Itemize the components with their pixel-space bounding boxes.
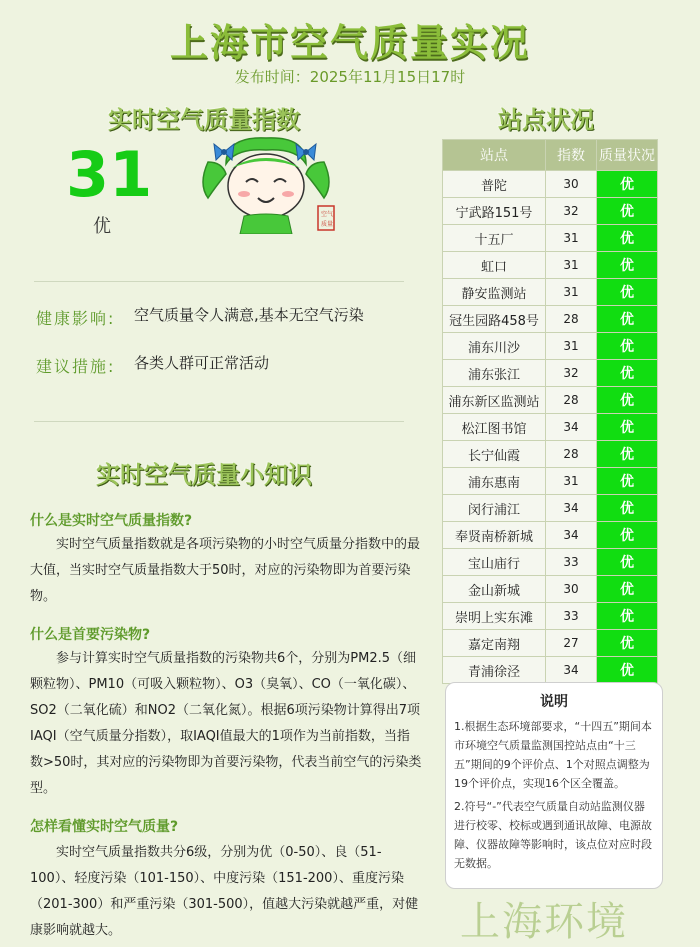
knowledge-question-3: 怎样看懂实时空气质量? — [30, 819, 179, 835]
station-level-cell: 优 — [597, 225, 658, 252]
publish-time: 发布时间：2025年11月15日17时 — [234, 68, 466, 86]
stations-table — [442, 139, 658, 684]
station-index-cell: 32 — [546, 360, 597, 387]
stations-section-title: 站点状况 — [498, 106, 594, 134]
station-level-cell: 优 — [597, 522, 658, 549]
station-index-cell: 30 — [546, 576, 597, 603]
table-row — [443, 360, 658, 387]
column-header-station: 站点 — [443, 140, 546, 171]
table-row — [443, 306, 658, 333]
station-name-cell: 静安监测站 — [443, 279, 546, 306]
station-level-cell: 优 — [597, 657, 658, 684]
svg-text:质量: 质量 — [321, 221, 334, 228]
table-row — [443, 657, 658, 684]
table-row — [443, 333, 658, 360]
station-name-cell: 嘉定南翔 — [443, 630, 546, 657]
advice-label: 建议措施: — [36, 357, 116, 376]
station-index-cell: 31 — [546, 468, 597, 495]
divider — [34, 421, 404, 422]
station-index-cell: 34 — [546, 495, 597, 522]
table-row — [443, 549, 658, 576]
station-level-cell: 优 — [597, 171, 658, 198]
realtime-section-title: 实时空气质量指数 — [108, 106, 300, 134]
station-name-cell: 十五厂 — [443, 225, 546, 252]
knowledge-question-2: 什么是首要污染物? — [30, 627, 151, 643]
station-level-cell: 优 — [597, 279, 658, 306]
health-label: 健康影响: — [36, 309, 116, 328]
knowledge-question-1: 什么是实时空气质量指数? — [30, 513, 193, 529]
note-title: 说明 — [540, 694, 568, 710]
table-row — [443, 252, 658, 279]
table-row — [443, 441, 658, 468]
table-row — [443, 522, 658, 549]
mascot-image — [196, 134, 336, 234]
station-index-cell: 27 — [546, 630, 597, 657]
knowledge-answer-1: 实时空气质量指数就是各项污染物的小时空气质量分指数中的最大值，当实时空气质量指数大于50时，对应的污染物即为首要污染物。 — [30, 537, 421, 604]
station-level-cell: 优 — [597, 630, 658, 657]
station-level-cell: 优 — [597, 387, 658, 414]
station-name-cell: 普陀 — [443, 171, 546, 198]
station-name-cell: 冠生园路458号 — [443, 306, 546, 333]
station-level-cell: 优 — [597, 333, 658, 360]
station-index-cell: 33 — [546, 549, 597, 576]
station-index-cell: 28 — [546, 441, 597, 468]
health-text: 空气质量令人满意,基本无空气污染 — [134, 306, 364, 324]
table-row — [443, 468, 658, 495]
station-name-cell: 青浦徐泾 — [443, 657, 546, 684]
station-level-cell: 优 — [597, 441, 658, 468]
table-row — [443, 198, 658, 225]
aqi-value: 31 — [66, 138, 153, 211]
station-index-cell: 31 — [546, 252, 597, 279]
station-level-cell: 优 — [597, 198, 658, 225]
table-header-row — [443, 140, 658, 171]
station-index-cell: 28 — [546, 387, 597, 414]
table-row — [443, 279, 658, 306]
station-name-cell: 浦东张江 — [443, 360, 546, 387]
knowledge-section-title: 实时空气质量小知识 — [96, 461, 312, 489]
table-row — [443, 576, 658, 603]
station-level-cell: 优 — [597, 414, 658, 441]
page-title: 上海市空气质量实况 — [169, 21, 530, 65]
station-name-cell: 闵行浦江 — [443, 495, 546, 522]
aqi-level: 优 — [93, 216, 111, 237]
station-index-cell: 32 — [546, 198, 597, 225]
station-name-cell: 浦东新区监测站 — [443, 387, 546, 414]
table-row — [443, 603, 658, 630]
station-level-cell: 优 — [597, 252, 658, 279]
station-level-cell: 优 — [597, 495, 658, 522]
station-level-cell: 优 — [597, 576, 658, 603]
table-row — [443, 630, 658, 657]
station-level-cell: 优 — [597, 549, 658, 576]
table-row — [443, 225, 658, 252]
station-name-cell: 长宁仙霞 — [443, 441, 546, 468]
station-index-cell: 31 — [546, 225, 597, 252]
knowledge-answer-3: 实时空气质量指数共分6级，分别为优（0-50）、良（51-100）、轻度污染（101-150）、中度污染（151-200）、重度污染（201-300）和严重污染（301-500），值越大污染就越严重，对健康影响就越大。 — [30, 845, 419, 938]
table-row — [443, 387, 658, 414]
station-name-cell: 浦东川沙 — [443, 333, 546, 360]
station-level-cell: 优 — [597, 360, 658, 387]
station-index-cell: 34 — [546, 657, 597, 684]
station-index-cell: 31 — [546, 333, 597, 360]
table-row — [443, 414, 658, 441]
advice-text: 各类人群可正常活动 — [134, 354, 270, 372]
shanghai-environment-logo: 上海环境 — [460, 899, 628, 945]
note-item-2: 2.符号“-”代表空气质量自动站监测仪器进行校零、校标或遇到通讯故障、电源故障、仪器故障等影响时，该点位对应时段无数据。 — [454, 800, 652, 870]
station-name-cell: 松江图书馆 — [443, 414, 546, 441]
table-row — [443, 495, 658, 522]
station-name-cell: 浦东惠南 — [443, 468, 546, 495]
station-name-cell: 崇明上实东滩 — [443, 603, 546, 630]
table-row — [443, 171, 658, 198]
station-index-cell: 28 — [546, 306, 597, 333]
station-name-cell: 奉贤南桥新城 — [443, 522, 546, 549]
note-item-1: 1.根据生态环境部要求，“十四五”期间本市环境空气质量监测国控站点由“十三五”期间的9个评价点、1个对照点调整为19个评价点，实现16个区全覆盖。 — [454, 720, 652, 790]
svg-text:空气: 空气 — [321, 211, 334, 218]
station-level-cell: 优 — [597, 306, 658, 333]
divider — [34, 281, 404, 282]
station-level-cell: 优 — [597, 603, 658, 630]
station-name-cell: 虹口 — [443, 252, 546, 279]
column-header-index: 指数 — [546, 140, 597, 171]
station-index-cell: 30 — [546, 171, 597, 198]
station-name-cell: 宝山庙行 — [443, 549, 546, 576]
station-index-cell: 34 — [546, 522, 597, 549]
knowledge-answer-2: 参与计算实时空气质量指数的污染物共6个，分别为PM2.5（细颗粒物）、PM10（可吸入颗粒物）、O3（臭氧）、CO（一氧化碳）、SO2（二氧化硫）和NO2（二氧化氮）。根据6项污染物计算得出7项IAQI（空气质量分指数），取IAQI值最大的1项作为当前指数，当指数>50时，其对应的污染物即为首要污染物，代表当前空气的污染类型。 — [30, 651, 422, 796]
note-box — [445, 682, 663, 889]
station-index-cell: 34 — [546, 414, 597, 441]
station-name-cell: 金山新城 — [443, 576, 546, 603]
station-level-cell: 优 — [597, 468, 658, 495]
station-name-cell: 宁武路151号 — [443, 198, 546, 225]
station-index-cell: 31 — [546, 279, 597, 306]
column-header-quality: 质量状况 — [597, 140, 658, 171]
station-index-cell: 33 — [546, 603, 597, 630]
